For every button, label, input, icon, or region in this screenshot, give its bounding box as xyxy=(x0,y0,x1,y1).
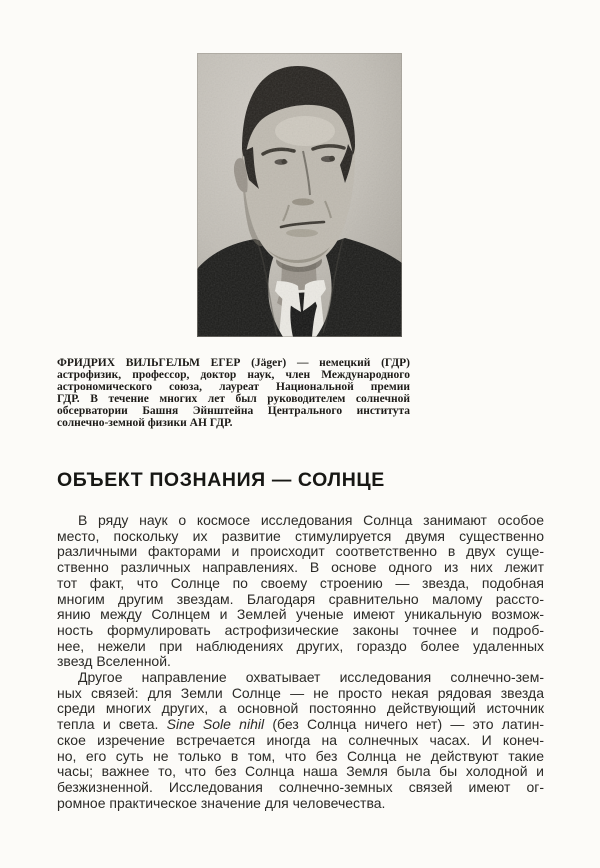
text-line: ромное практическое значение для человечества. xyxy=(57,794,386,811)
caption-line: астрономического союза, лауреат Национальной премии xyxy=(57,380,410,393)
text-line: различными факторами и происходит соответственно в двух суще- xyxy=(57,543,544,560)
text-line: часы; важнее то, что без Солнца наша Земля была бы холодной и xyxy=(57,763,544,780)
photo-grain xyxy=(197,53,402,337)
text-line: среди многих других, а основной постоянно действующий источник xyxy=(57,700,544,717)
text-line: безжизненной. Исследования солнечно-земных связей имеют ог- xyxy=(57,778,544,795)
text-line: Другое направление охватывает исследования солнечно-зем- xyxy=(78,669,544,686)
photo-caption xyxy=(57,358,410,429)
caption-line: обсерватории Башня Эйнштейна Центрального института xyxy=(57,404,410,417)
text-run: (без Солнца ничего нет) — это латин- xyxy=(264,716,544,733)
paragraph-1 xyxy=(57,513,544,670)
paragraph-2 xyxy=(57,670,544,811)
text-line: нее, нежели при наблюдениях других, гораздо более удаленных xyxy=(57,637,544,654)
text-line: ность формулировать астрофизические законы точнее и подроб- xyxy=(57,621,544,638)
text-line: ных связей: для Земли Солнце — не просто некая рядовая звезда xyxy=(57,684,544,701)
section-heading: ОБЪЕКТ ПОЗНАНИЯ — СОЛНЦЕ xyxy=(57,469,385,491)
text-run: тепла и света. xyxy=(57,716,167,733)
latin-phrase-italic: Sine Sole nihil xyxy=(166,716,265,733)
text-line: тот факт, что Солнце по своему строению — звезда, подобная xyxy=(57,574,544,591)
text-line: ственно различных направлениях. В основе одного из них лежит xyxy=(57,559,544,576)
text-line: ское изречение встречается иногда на солнечных часах. И конеч- xyxy=(57,731,544,748)
text-line: звезд Вселенной. xyxy=(57,653,171,670)
caption-line: солнечно-земной физики АН ГДР. xyxy=(57,416,233,429)
text-line: В ряду наук о космосе исследования Солнца занимают особое xyxy=(78,512,544,528)
caption-line: ФРИДРИХ ВИЛЬГЕЛЬМ ЕГЕР (Jäger) — немецкий (ГДР) xyxy=(57,357,410,369)
caption-line: ГДР. В течение многих лет был руководителем солнечной xyxy=(57,392,410,405)
text-line-with-latin-phrase xyxy=(57,717,544,733)
caption-line: астрофизик, профессор, доктор наук, член Международного xyxy=(57,368,410,381)
portrait-photo xyxy=(197,53,402,337)
body-text xyxy=(57,513,544,811)
text-line: место, поскольку их развитие стимулируется двумя существенно xyxy=(57,527,544,544)
text-line: янию между Солнцем и Землей ученые имеют уникальную возмож- xyxy=(57,606,544,623)
portrait-illustration xyxy=(197,53,402,337)
text-line: многим другим звездам. Благодаря сравнительно малому рассто- xyxy=(57,590,544,607)
text-line: но, его суть не только в том, что без Солнца не действуют такие xyxy=(57,747,544,764)
